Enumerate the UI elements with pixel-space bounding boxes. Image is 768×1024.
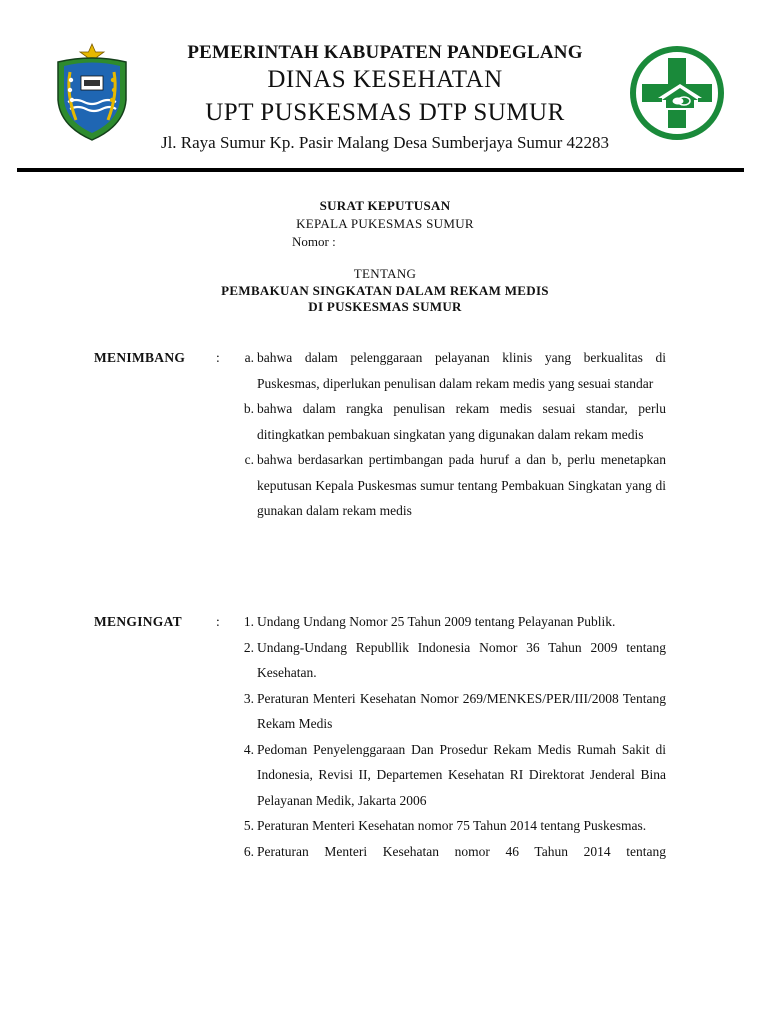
mengingat-label: MENGINGAT [94,614,182,629]
list-text: bahwa dalam rangka penulisan rekam medis sesuai standar, perlu ditingkatkan pembakuan singkatan yang digunakan dalam rekam medis [257,401,666,442]
decree-subject-line2: DI PUSKESMAS SUMUR [308,299,462,314]
decree-issuer: KEPALA PUKESMAS SUMUR [296,216,474,231]
menimbang-list [232,345,666,524]
menimbang-label: MENIMBANG [94,350,186,365]
menimbang-item [232,345,666,396]
decree-heading: SURAT KEPUTUSAN [319,198,451,213]
list-marker: a. [244,350,254,365]
list-text: bahwa berdasarkan pertimbangan pada huruf a dan b, perlu menetapkan keputusan Kepala Puskesmas sumur tentang Pembakuan Singkatan yang di gunakan dalam rekam medis [257,452,666,518]
menimbang-colon: : [216,350,220,365]
letterhead-line-government: PEMERINTAH KABUPATEN PANDEGLANG [187,42,583,63]
decree-tentang: TENTANG [353,266,417,281]
list-marker: 6. [243,843,254,859]
letterhead-divider [17,168,744,172]
decree-subject-line1: PEMBAKUAN SINGKATAN DALAM REKAM MEDIS [221,283,549,298]
letterhead-address: Jl. Raya Sumur Kp. Pasir Malang Desa Sumberjaya Sumur 42283 [160,133,610,152]
list-text: Peraturan Menteri Kesehatan nomor 75 Tahun 2014 tentang Puskesmas. [257,818,647,833]
list-text: Peraturan Menteri Kesehatan nomor 46 Tahun 2014 tentang [257,843,666,859]
list-text: Undang-Undang Republlik Indonesia Nomor 36 Tahun 2009 tentang Kesehatan. [257,639,666,680]
list-marker: b. [243,401,254,416]
list-marker: c. [244,452,254,467]
list-marker: 5. [243,818,254,833]
mengingat-item [232,609,666,635]
menimbang-item [232,447,666,524]
regency-coat-of-arms-icon [54,42,130,142]
mengingat-item [232,686,666,737]
menimbang-item [232,396,666,447]
mengingat-item [232,635,666,686]
list-text: Undang Undang Nomor 25 Tahun 2009 tentang Pelayanan Publik. [257,614,616,629]
mengingat-item [232,737,666,814]
mengingat-item [232,813,666,839]
decree-number: Nomor : [292,234,336,249]
list-text: Peraturan Menteri Kesehatan Nomor 269/MENKES/PER/III/2008 Tentang Rekam Medis [257,690,666,731]
puskesmas-logo-icon [628,44,726,142]
list-marker: 4. [243,741,254,757]
mengingat-colon: : [216,614,220,629]
list-marker: 2. [243,639,254,655]
list-marker: 3. [243,690,254,706]
list-text: Pedoman Penyelenggaraan Dan Prosedur Rekam Medis Rumah Sakit di Indonesia, Revisi II, Departemen Kesehatan RI Direktorat Jenderal Bina Pelayanan Medik, Jakarta 2006 [257,741,666,808]
mengingat-list [232,609,666,864]
letterhead-line-department: DINAS KESEHATAN [267,66,503,93]
mengingat-item [232,839,666,865]
list-text: bahwa dalam pelenggaraan pelayanan klinis yang berkualitas di Puskesmas, diperlukan penulisan dalam rekam medis yang sesuai standar [257,350,666,391]
letterhead-line-unit: UPT PUSKESMAS DTP SUMUR [205,99,565,126]
list-marker: 1. [243,614,254,629]
